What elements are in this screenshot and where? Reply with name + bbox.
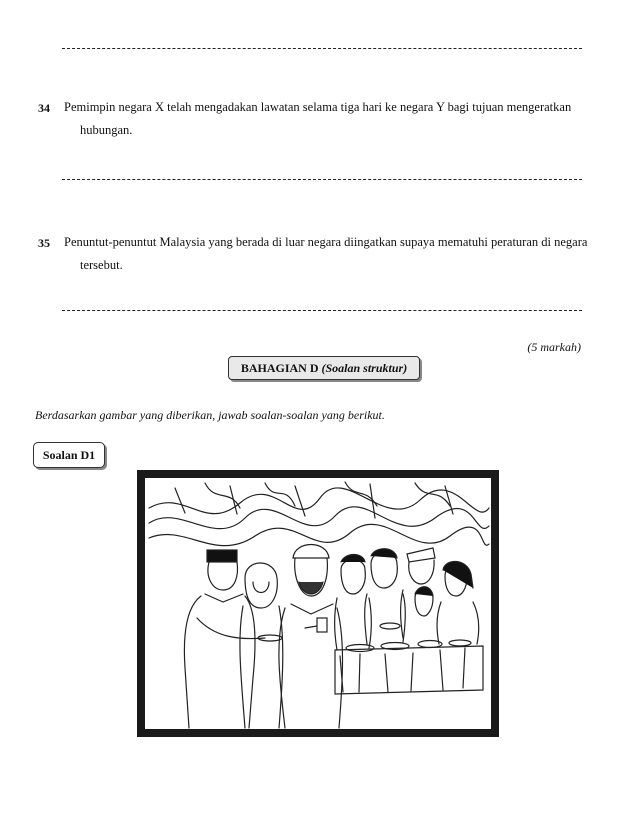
question-line: Pemimpin negara X telah mengadakan lawatan selama tiga hari ke negara Y bagi tujuan mengeratkan [64,100,572,114]
answer-line [62,179,582,180]
hair [415,587,433,596]
hair [371,549,397,558]
section-subtitle: (Soalan struktur) [321,361,408,375]
question-label-box: Soalan D1 [33,442,105,468]
shirt [401,590,403,638]
hair [341,555,365,563]
question-line-continued: hubungan. [80,123,133,137]
instruction-text: Berdasarkan gambar yang diberikan, jawab soalan-soalan yang berikut. [35,408,385,422]
face [341,560,365,595]
question-text [64,96,594,142]
question-line-continued: tersebut. [80,258,123,272]
festival-gathering-illustration [145,478,491,729]
streamer [149,524,489,545]
tablecloth-folds [340,648,465,692]
illustration-canvas [145,478,491,729]
question-line: Penuntut-penuntut Malaysia yang berada di luar negara diingatkan supaya mematuhi peraturan di negara [64,235,588,249]
marks-label: (5 markah) [527,340,581,354]
tudung [245,563,277,608]
face [208,562,238,590]
streamer-folds [205,482,450,508]
baju-kurung [240,606,283,728]
question-number: 34 [38,101,50,115]
streamer [149,488,489,514]
baju-melayu [184,594,255,728]
held-bowl [380,623,400,629]
cup [317,618,327,632]
streamer-pleats [175,484,453,518]
shirt [279,604,343,728]
answer-line [62,310,582,311]
songkok-hat [207,550,237,562]
streamer [149,507,489,529]
face [409,560,434,584]
section-heading [228,356,420,380]
cap [407,548,435,562]
section-title: BAHAGIAN D [240,361,319,375]
illustration-frame [137,470,499,737]
face [253,582,269,593]
turban [293,545,329,559]
food-table [335,646,483,694]
hair [443,561,473,588]
sari [437,602,479,644]
question-text [64,231,594,277]
question-number: 35 [38,236,50,250]
hand [305,626,317,628]
food-plate [449,640,471,646]
answer-line [62,48,582,49]
